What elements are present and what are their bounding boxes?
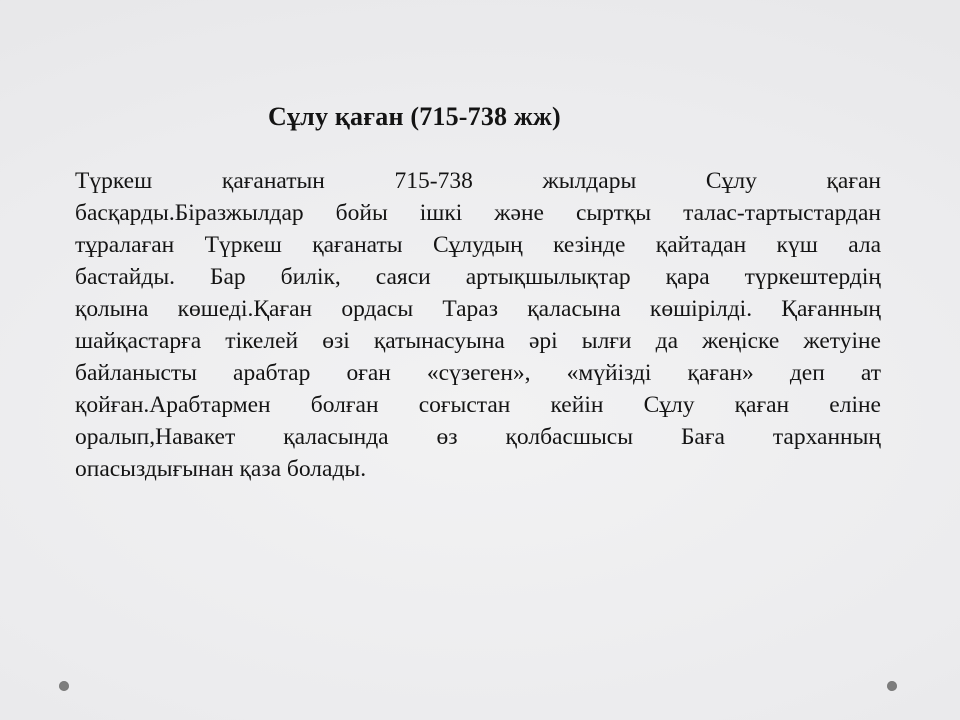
text-line: опасыздығынан қаза болады.	[75, 456, 367, 482]
text-line: оралып,Навакет қаласында өз қолбасшысы Баға тарханның	[75, 424, 881, 450]
body-paragraph	[75, 165, 881, 485]
text-line: қойған.Арабтармен болған соғыстан кейін Сұлу қаған еліне	[75, 392, 881, 418]
decorative-dot-left	[59, 681, 69, 691]
decorative-dot-right	[887, 681, 897, 691]
text-line: Түркеш қағанатын 715-738 жылдары Сұлу қаған	[75, 168, 881, 194]
text-line: тұралаған Түркеш қағанаты Сұлудың кезінде қайтадан күш ала	[75, 232, 881, 258]
text-line: бастайды. Бар билік, саяси артықшылықтар қара түркештердің	[75, 264, 881, 290]
slide-title: Сұлу қаған (715-738 жж)	[268, 102, 561, 131]
text-line: қолына көшеді.Қаған ордасы Тараз қаласына көшірілді. Қағанның	[75, 296, 881, 322]
text-line: басқарды.Біразжылдар бойы ішкі және сыртқы талас-тартыстардан	[75, 200, 881, 226]
text-line: шайқастарға тікелей өзі қатынасуына әрі ылғи да жеңіске жетуіне	[75, 328, 881, 354]
text-line: байланысты арабтар оған «сүзеген», «мүйізді қаған» деп ат	[75, 360, 881, 386]
